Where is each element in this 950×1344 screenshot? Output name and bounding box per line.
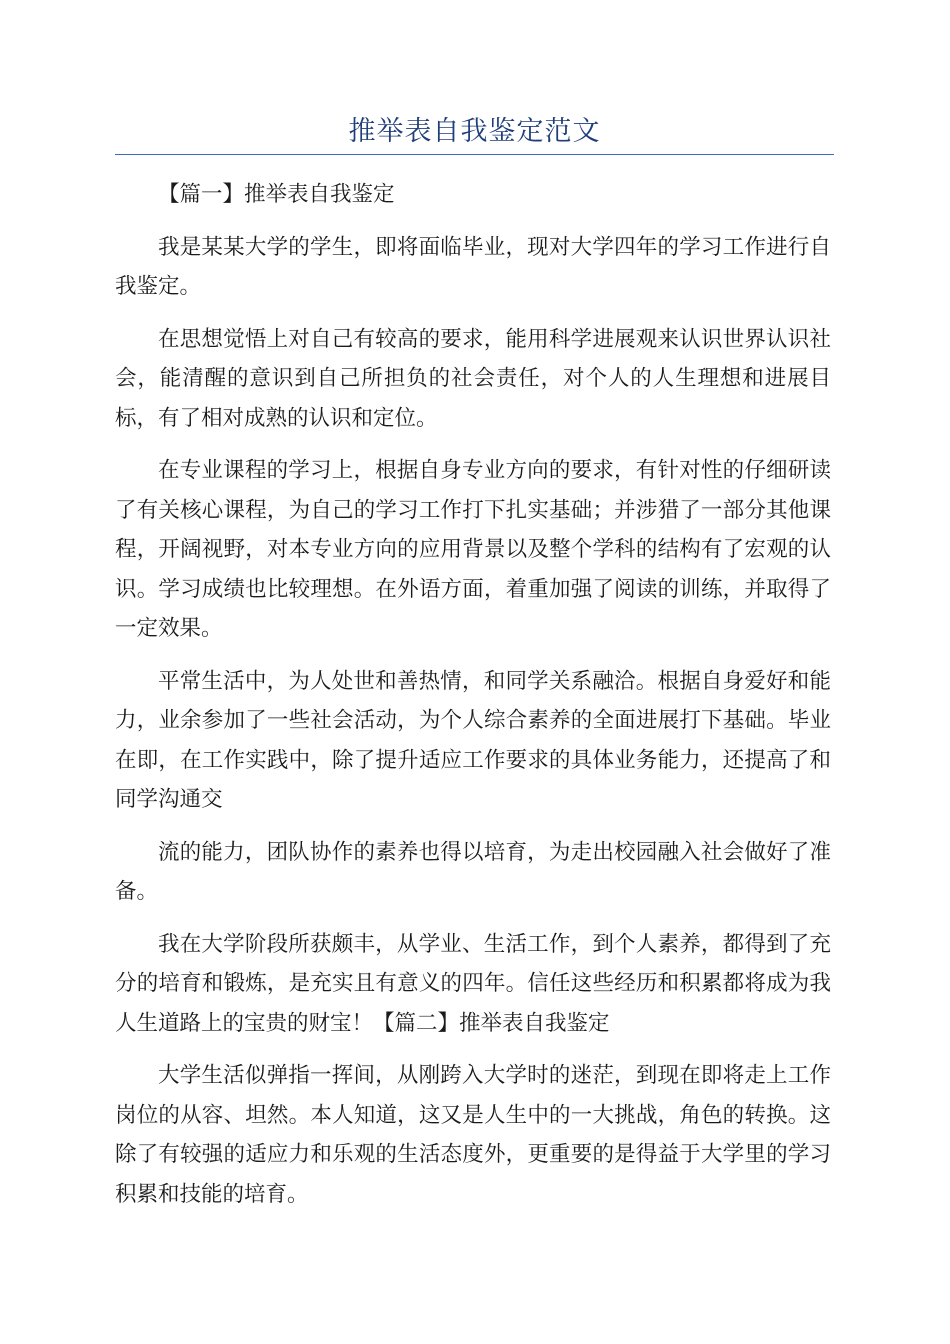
paragraph: 大学生活似弹指一挥间，从刚跨入大学时的迷茫，到现在即将走上工作岗位的从容、坦然。本人知道，这又是人生中的一大挑战，角色的转换。这除了有较强的适应力和乐观的生活态度外，更重要的是得益于大学里的学习积累和技能的培育。 <box>115 1063 831 1207</box>
paragraph: 流的能力，团队协作的素养也得以培育，为走出校园融入社会做好了准备。 <box>115 839 831 904</box>
title-underline <box>115 154 834 155</box>
paragraph: 平常生活中，为人处世和善热情，和同学关系融洽。根据自身爱好和能力，业余参加了一些社会活动，为个人综合素养的全面进展打下基础。毕业在即，在工作实践中，除了提升适应工作要求的具体业务能力，还提高了和同学沟通交 <box>115 668 831 812</box>
document-body <box>115 175 831 1227</box>
paragraph: 我是某某大学的学生，即将面临毕业，现对大学四年的学习工作进行自我鉴定。 <box>115 234 831 299</box>
paragraph: 我在大学阶段所获颇丰，从学业、生活工作，到个人素养，都得到了充分的培育和锻炼，是充实且有意义的四年。信任这些经历和积累都将成为我人生道路上的宝贵的财宝！【篇二】推举表自我鉴定 <box>115 931 831 1036</box>
paragraph: 在专业课程的学习上，根据自身专业方向的要求，有针对性的仔细研读了有关核心课程，为自己的学习工作打下扎实基础；并涉猎了一部分其他课程，开阔视野，对本专业方向的应用背景以及整个学科的结构有了宏观的认识。学习成绩也比较理想。在外语方面，着重加强了阅读的训练，并取得了一定效果。 <box>115 458 831 641</box>
paragraph: 在思想觉悟上对自己有较高的要求，能用科学进展观来认识世界认识社会，能清醒的意识到自己所担负的社会责任，对个人的人生理想和进展目标，有了相对成熟的认识和定位。 <box>115 326 831 431</box>
document-title: 推举表自我鉴定范文 <box>348 116 601 147</box>
section-heading-1: 【篇一】推举表自我鉴定 <box>158 182 395 207</box>
